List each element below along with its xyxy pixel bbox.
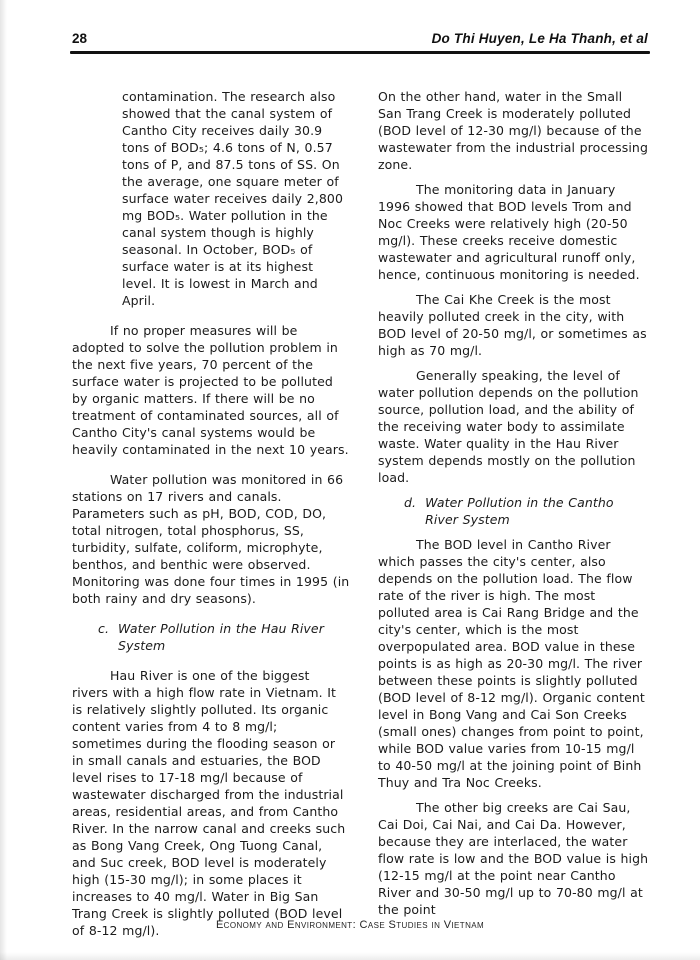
left-column [72,88,350,952]
paragraph-cai-khe: The Cai Khe Creek is the most heavily polluted creek in the city, with BOD level of 20-50 mg/l, or sometimes as high as 70 mg/l. [378,292,647,358]
paragraph-cantho-bod: The BOD level in Cantho River which passes the city's center, also depends on the pollution load. The flow rate of the river is high. The most polluted area is Cai Rang Bridge and the city's center, which is the most overpopulated area. BOD value in these points is as high as 20-30 mg/l. The river between these points is slightly polluted (BOD level of 8-12 mg/l). Organic content level in Bong Vang and Cai Son Creeks (small ones) changes from point to point, while BOD value varies from 10-15 mg/l to 40-50 mg/l at the joining point of Binh Thuy and Tra Noc Creeks. [378,537,645,790]
subheading-d-title: Water Pollution in the Cantho River System [425,495,614,527]
subheading-c-label: c. [98,621,110,636]
subheading-d [404,494,650,528]
scan-edge-bottom [0,952,700,960]
page-header [72,31,648,51]
paragraph-other-creeks: The other big creeks are Cai Sau, Cai Doi, Cai Nai, and Cai Da. However, because they are interlaced, the water flow rate is low and the BOD value is high (12-15 mg/l at the point near Cantho River and 30-50 mg/l up to 70-80 mg/l at the point [378,800,649,917]
paragraph-measures: If no proper measures will be adopted to solve the pollution problem in the next five years, 70 percent of the surface water is projected to be polluted by organic matters. If there will be no treatment of contaminated sources, all of Cantho City's canal systems would be heavily contaminated in the next 10 years. [72,323,349,457]
paragraph-monitoring: Water pollution was monitored in 66 stations on 17 rivers and canals. Parameters such as pH, BOD, COD, DO, total nitrogen, total phosphorus, SS, turbidity, sulfate, coliform, microphyte, benthos, and benthic were observed. Monitoring was done four times in 1995 (in both rainy and dry seasons). [72,472,350,606]
right-column [378,88,650,952]
paragraph-small-san-trang: On the other hand, water in the Small San Trang Creek is moderately polluted (BOD level of 12-30 mg/l) because of the wastewater from the industrial processing zone. [378,89,648,172]
subheading-d-label: d. [404,495,417,510]
paragraph-continuation-contamination: contamination. The research also showed that the canal system of Cantho City receives daily 30.9 tons of BOD₅; 4.6 tons of N, 0.57 tons of P, and 87.5 tons of SS. On the average, one square meter of surface water receives daily 2,800 mg BOD₅. Water pollution in the canal system though is highly seasonal. In October, BOD₅ of surface water is at its highest level. It is lowest in March and April. [122,89,344,308]
paragraph-january-1996: The monitoring data in January 1996 showed that BOD levels Trom and Noc Creeks were relatively high (20-50 mg/l). These creeks receive domestic wastewater and agricultural runoff only, hence, continuous monitoring is needed. [378,182,640,282]
paragraph-generally-speaking: Generally speaking, the level of water pollution depends on the pollution source, pollution load, and the ability of the receiving water body to assimilate waste. Water quality in the Hau River system depends mostly on the pollution load. [378,368,639,485]
header-rule [70,51,650,54]
running-title: Do Thi Huyen, Le Ha Thanh, et al [431,31,648,46]
article-body [72,88,650,952]
footer-title: Economy and Environment: Case Studies in Vietnam [215,919,485,931]
paragraph-hau-river: Hau River is one of the biggest rivers with a high flow rate in Vietnam. It is relatively slightly polluted. Its organic content varies from 4 to 8 mg/l; sometimes during the flooding season or in small canals and estuaries, the BOD level rises to 17-18 mg/l because of wastewater discharged from the industrial areas, residential areas, and from Cantho River. In the narrow canal and creeks such as Bong Vang Creek, Ong Tuong Canal, and Suc creek, BOD level is moderately high (15-30 mg/l); in some places it increases to 40 mg/l. Water in Big San Trang Creek is slightly polluted (BOD level of 8-12 mg/l). [72,668,346,938]
page-footer [0,919,700,931]
subheading-c [98,620,350,654]
page-number: 28 [72,31,88,46]
subheading-c-title: Water Pollution in the Hau River System [118,621,324,653]
scan-edge-left [0,0,7,960]
